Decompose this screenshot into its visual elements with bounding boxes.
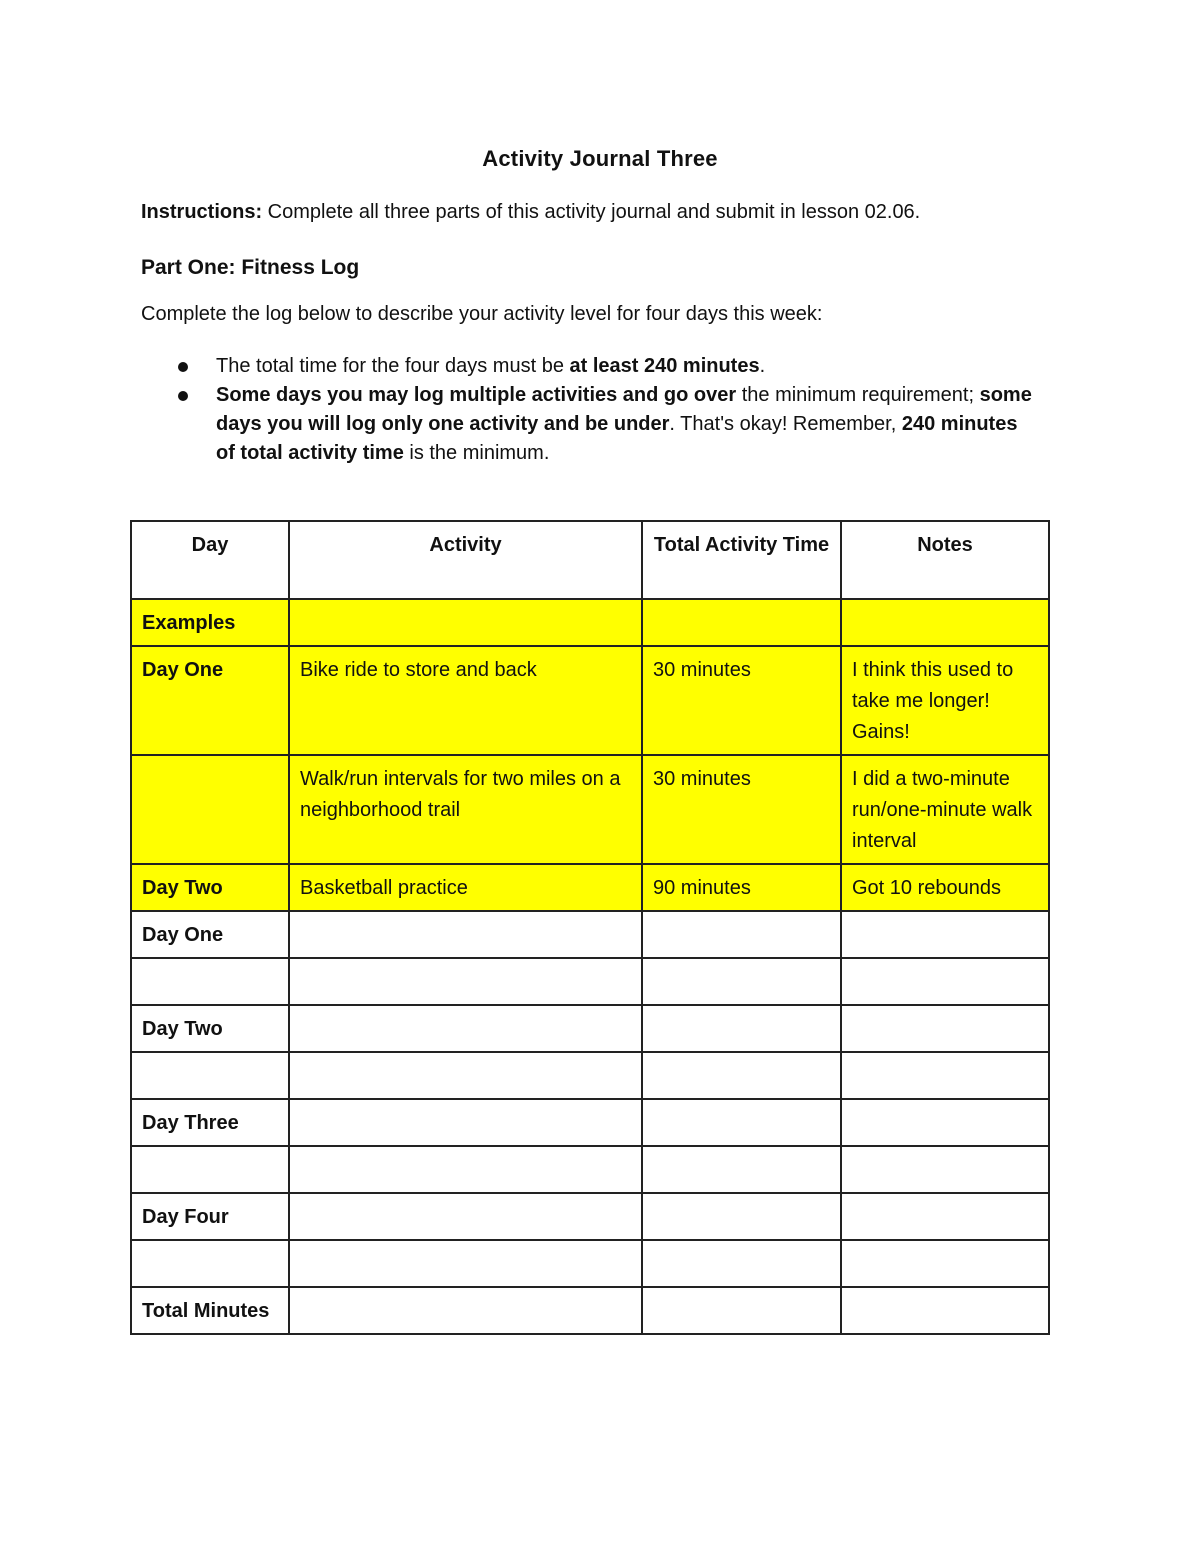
- header-notes: Notes: [841, 521, 1049, 599]
- bullet-icon: [178, 391, 188, 401]
- intro-text: Complete the log below to describe your activity level for four days this week:: [141, 303, 823, 325]
- bullet-icon: [178, 362, 188, 372]
- activity-cell[interactable]: [289, 1052, 642, 1099]
- part-one-heading: Part One: Fitness Log: [141, 256, 360, 279]
- notes-cell[interactable]: [841, 1052, 1049, 1099]
- activity-cell[interactable]: [289, 1099, 642, 1146]
- examples-row: [131, 599, 1049, 646]
- notes-cell[interactable]: [841, 1240, 1049, 1287]
- list-item: The total time for the four days must be at least 240 minutes.: [141, 352, 1041, 381]
- table-header-row: [131, 521, 1049, 599]
- header-activity: Activity: [289, 521, 642, 599]
- instructions-label: Instructions:: [141, 201, 263, 223]
- header-day: Day: [131, 521, 289, 599]
- notes-cell[interactable]: [841, 1287, 1049, 1334]
- activity-cell[interactable]: [289, 911, 642, 958]
- time-cell[interactable]: [642, 1099, 841, 1146]
- notes-cell[interactable]: [841, 1005, 1049, 1052]
- list-item: Some days you may log multiple activities and go over the minimum requirement; some days you will log only one activity and be under. That's okay! Remember, 240 minutes of total activity time is the minimum.: [141, 381, 1041, 468]
- table-row: [131, 1146, 1049, 1193]
- table-row: [131, 1240, 1049, 1287]
- time-cell[interactable]: [642, 1052, 841, 1099]
- instructions: [141, 201, 920, 224]
- time-cell[interactable]: [642, 1240, 841, 1287]
- activity-cell[interactable]: [289, 1146, 642, 1193]
- table-row: Day One Bike ride to store and back 30 minutes I think this used to take me longer! Gains!: [131, 646, 1049, 755]
- table-row: Day One: [131, 911, 1049, 958]
- table-row: Walk/run intervals for two miles on a neighborhood trail 30 minutes I did a two-minute run/one-minute walk interval: [131, 755, 1049, 864]
- notes-cell[interactable]: [841, 1193, 1049, 1240]
- time-cell[interactable]: [642, 1146, 841, 1193]
- examples-label: Examples: [131, 599, 289, 646]
- time-cell[interactable]: [642, 1193, 841, 1240]
- notes-cell[interactable]: [841, 911, 1049, 958]
- table-row: [131, 958, 1049, 1005]
- notes-cell[interactable]: [841, 958, 1049, 1005]
- table-row: [131, 1052, 1049, 1099]
- time-cell[interactable]: [642, 958, 841, 1005]
- requirements-list: [141, 352, 1041, 468]
- activity-cell[interactable]: [289, 1287, 642, 1334]
- page-title: Activity Journal Three: [482, 146, 718, 171]
- header-total-time: Total Activity Time: [642, 521, 841, 599]
- instructions-text: Complete all three parts of this activity journal and submit in lesson 02.06.: [262, 201, 921, 223]
- activity-cell[interactable]: [289, 1005, 642, 1052]
- notes-cell[interactable]: [841, 1146, 1049, 1193]
- table-row: Day Two: [131, 1005, 1049, 1052]
- table-row: Day Three: [131, 1099, 1049, 1146]
- time-cell[interactable]: [642, 911, 841, 958]
- fitness-log-table: [130, 520, 1050, 1335]
- activity-cell[interactable]: [289, 1240, 642, 1287]
- notes-cell[interactable]: [841, 1099, 1049, 1146]
- activity-cell[interactable]: [289, 1193, 642, 1240]
- activity-cell[interactable]: [289, 958, 642, 1005]
- total-minutes-row: Total Minutes: [131, 1287, 1049, 1334]
- table-row: Day Four: [131, 1193, 1049, 1240]
- table-row: Day Two Basketball practice 90 minutes Got 10 rebounds: [131, 864, 1049, 911]
- time-cell[interactable]: [642, 1287, 841, 1334]
- time-cell[interactable]: [642, 1005, 841, 1052]
